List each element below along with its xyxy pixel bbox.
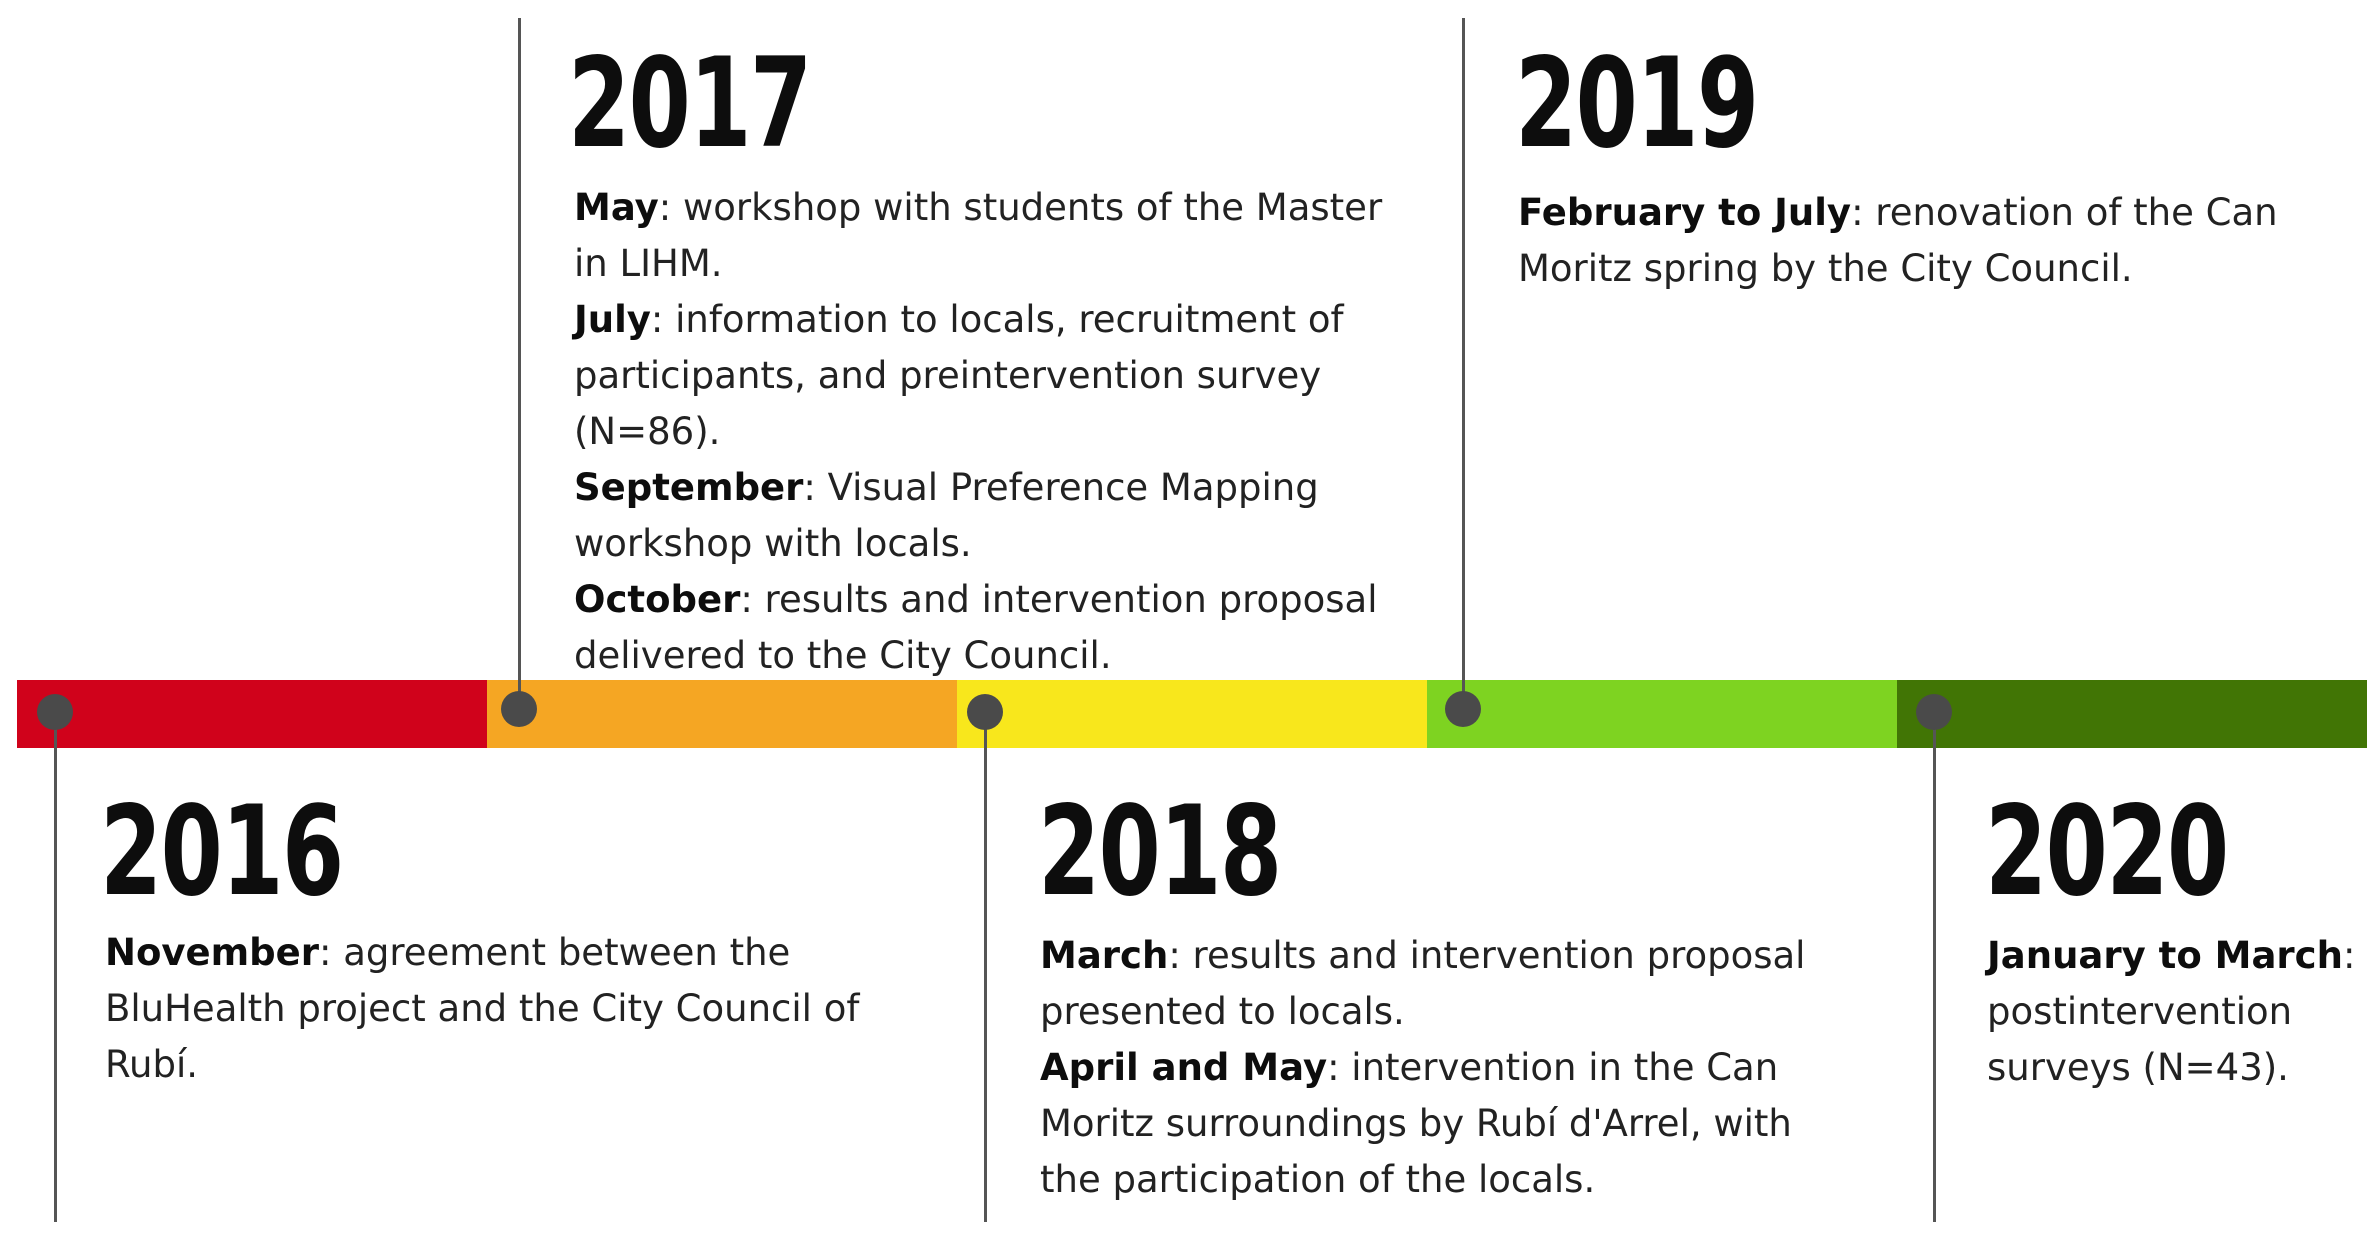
event-item: May: workshop with students of the Master in LIHM. [574, 186, 1383, 285]
year-2017: 2017 [568, 32, 811, 176]
connector-line-2019 [1462, 18, 1465, 710]
timeline-band-red [17, 680, 487, 748]
timeline-band-dark-green [1897, 680, 2367, 748]
year-2019: 2019 [1515, 32, 1758, 176]
year-2018: 2018 [1038, 780, 1281, 924]
year-2020: 2020 [1985, 780, 2228, 924]
events-2016 [105, 925, 865, 1093]
connector-line-2018 [984, 712, 987, 1222]
event-item: October: results and intervention proposal delivered to the City Council. [574, 578, 1378, 677]
timeline-band-orange [487, 680, 957, 748]
events-2020 [1987, 928, 2367, 1096]
connector-line-2016 [54, 712, 57, 1222]
events-2019 [1518, 185, 2288, 297]
events-2017 [574, 180, 1424, 684]
event-item: February to July: renovation of the Can Moritz spring by the City Council. [1518, 191, 2278, 290]
year-2016: 2016 [100, 780, 343, 924]
event-item: July: information to locals, recruitment of participants, and preintervention survey (N=86). [574, 298, 1344, 453]
connector-line-2020 [1933, 712, 1936, 1222]
marker-2019 [1445, 691, 1481, 727]
marker-2020 [1916, 694, 1952, 730]
event-item: September: Visual Preference Mapping workshop with locals. [574, 466, 1319, 565]
events-2018 [1040, 928, 1840, 1208]
timeline-band-yellow [957, 680, 1427, 748]
marker-2018 [967, 694, 1003, 730]
marker-2016 [37, 694, 73, 730]
event-item: April and May: intervention in the Can Moritz surroundings by Rubí d'Arrel, with the participation of the locals. [1040, 1046, 1792, 1201]
timeline-band-light-green [1427, 680, 1897, 748]
connector-line-2017 [518, 18, 521, 710]
event-item: November: agreement between the BluHealth project and the City Council of Rubí. [105, 931, 860, 1086]
event-item: March: results and intervention proposal presented to locals. [1040, 934, 1806, 1033]
marker-2017 [501, 691, 537, 727]
event-item: January to March: postintervention surveys (N=43). [1987, 934, 2356, 1089]
